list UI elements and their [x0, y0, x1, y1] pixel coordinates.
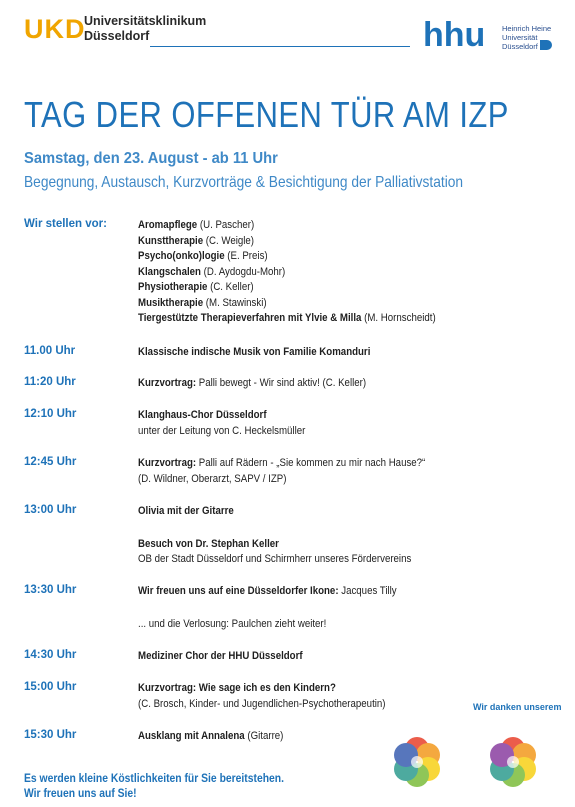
hhu-logo-text: hhu — [423, 16, 486, 52]
header-divider — [150, 46, 410, 47]
program-time: 15:30 Uhr — [24, 729, 77, 741]
program-time: 11:20 Uhr — [24, 376, 76, 388]
program-time: 11.00 Uhr — [24, 345, 76, 357]
izp-flower-logo — [382, 727, 452, 797]
hhu-sub-line3: Düsseldorf — [502, 42, 538, 51]
footer-note — [24, 772, 284, 802]
thanks-note: Wir danken unserem — [473, 702, 562, 712]
program-content: Klassische indische Musik von Familie Komanduri — [138, 346, 371, 358]
intro-list — [138, 218, 436, 327]
page-title: TAG DER OFFENEN TÜR AM IZP — [24, 94, 509, 135]
event-subtitle: Begegnung, Austausch, Kurzvorträge & Besichtigung der Palliativstation — [24, 174, 464, 191]
intro-item: Physiotherapie (C. Keller) — [138, 281, 254, 293]
program-content: Olivia mit der Gitarre Besuch von Dr. Stephan Keller OB der Stadt Düsseldorf und Schirmherr unseres Fördervereins — [138, 505, 412, 565]
intro-item: Psycho(onko)logie (E. Preis) — [138, 250, 268, 262]
foerderverein-flower-logo — [478, 727, 548, 797]
program-content: Ausklang mit Annalena (Gitarre) — [138, 730, 284, 742]
program-content: Klanghaus-Chor Düsseldorf unter der Leitung von C. Heckelsmüller — [138, 409, 306, 437]
event-date: Samstag, den 23. August - ab 11 Uhr — [24, 150, 278, 167]
hhu-mark-icon — [540, 40, 552, 50]
ukd-logo: UKD — [24, 14, 86, 44]
ukd-name-line1: Universitätsklinikum — [84, 14, 207, 28]
intro-item: Musiktherapie (M. Stawinski) — [138, 296, 267, 309]
program-content: Mediziner Chor der HHU Düsseldorf — [138, 650, 303, 662]
intro-label: Wir stellen vor: — [24, 218, 107, 230]
intro-item: Aromapflege (U. Pascher) — [138, 219, 255, 231]
intro-item: Kunsttherapie (C. Weigle) — [138, 234, 255, 247]
ukd-name — [84, 14, 206, 44]
program-time: 12:10 Uhr — [24, 408, 77, 420]
intro-item: Klangschalen (D. Aydogdu-Mohr) — [138, 265, 286, 278]
footer-line2: Wir freuen uns auf Sie! — [24, 788, 137, 800]
hhu-sub-line2: Universität — [502, 33, 538, 42]
program-time: 12:45 Uhr — [24, 456, 77, 468]
intro-item: Tiergestützte Therapieverfahren mit Ylvie & Milla (M. Hornscheidt) — [138, 312, 436, 324]
program-content: Wir freuen uns auf eine Düsseldorfer Ikone: Jacques Tilly ... und die Verlosung: Paulchen zieht weiter! — [138, 585, 397, 630]
program-time: 13:30 Uhr — [24, 584, 77, 596]
program-time: 13:00 Uhr — [24, 504, 77, 516]
hhu-sub-line1: Heinrich Heine — [502, 24, 552, 33]
program-time: 14:30 Uhr — [24, 649, 77, 661]
ukd-name-line2: Düsseldorf — [84, 29, 150, 43]
program-content: Kurzvortrag: Palli bewegt - Wir sind aktiv! (C. Keller) — [138, 377, 367, 389]
program-content: Kurzvortrag: Palli auf Rädern - „Sie kommen zu mir nach Hause?“ (D. Wildner, Oberarzt, SAPV / IZP) — [138, 457, 426, 485]
program-content: Kurzvortrag: Wie sage ich es den Kindern? (C. Brosch, Kinder- und Jugendlichen-Psychotherapeutin) — [138, 682, 386, 710]
program-time: 15:00 Uhr — [24, 681, 77, 693]
footer-line1: Es werden kleine Köstlichkeiten für Sie bereitstehen. — [24, 773, 284, 785]
